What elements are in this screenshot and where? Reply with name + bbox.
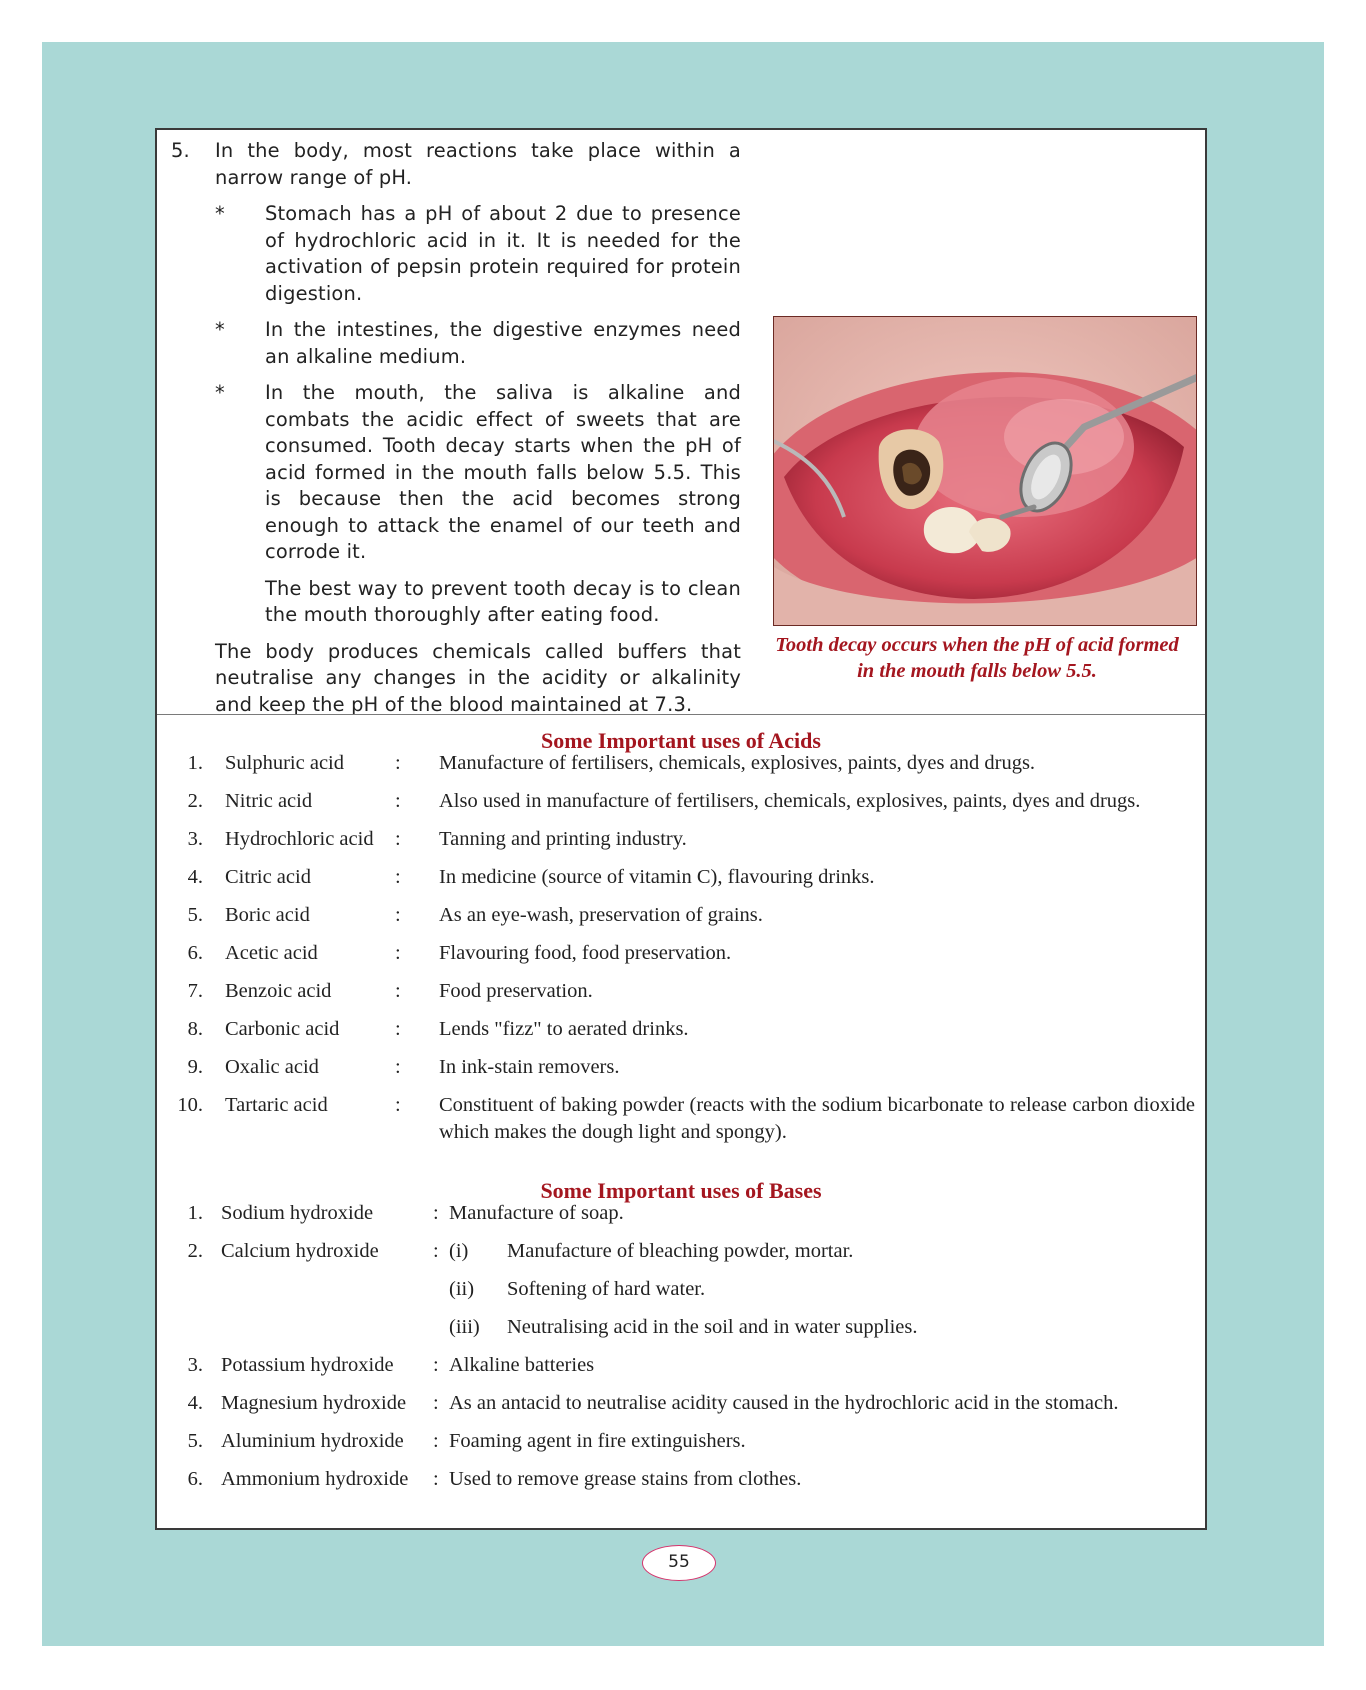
base-use: Alkaline batteries [449, 1354, 595, 1376]
separator: : [433, 1354, 439, 1376]
list-item [157, 1352, 1205, 1390]
bullet-text: In the mouth, the saliva is alkaline and combats the acidic effect of sweets that are consumed. Tooth decay starts when the pH of acid formed in the mouth falls below 5.5. This is because then the acid becomes strong enough to attack the enamel of our teeth and corrode it. [265, 381, 741, 563]
ph-body-section [157, 130, 1205, 716]
item-number: 3. [187, 1354, 203, 1376]
content-box [155, 128, 1207, 1530]
acid-name: Acetic acid [225, 942, 318, 964]
separator: : [395, 828, 401, 850]
separator: : [433, 1468, 439, 1490]
list-item [157, 1238, 1205, 1276]
bullet-text: In the intestines, the digestive enzymes need an alkaline medium. [265, 318, 741, 368]
item-number: 4. [187, 866, 203, 888]
list-item [157, 1054, 1205, 1092]
bullet-mark: * [215, 202, 225, 225]
list-item [157, 940, 1205, 978]
list-item [157, 902, 1205, 940]
list-item [157, 1200, 1205, 1238]
buffers-paragraph: The body produces chemicals called buffers that neutralise any changes in the acidity or alkalinity and keep the pH of the blood maintained at 7.3. [215, 639, 741, 716]
list-item [157, 864, 1205, 902]
item-number: 7. [187, 980, 203, 1002]
acid-use: Food preservation. [439, 980, 593, 1002]
base-use: Manufacture of soap. [449, 1202, 624, 1224]
bullet-mouth [171, 380, 741, 566]
sub-list-item [157, 1276, 1205, 1314]
tooth-decay-photo [773, 316, 1197, 626]
point-text: In the body, most reactions take place within a narrow range of pH. [215, 139, 741, 189]
sub-item-text: Neutralising acid in the soil and in water supplies. [507, 1316, 918, 1338]
acid-use: In ink-stain removers. [439, 1056, 620, 1078]
item-number: 1. [187, 752, 203, 774]
item-number: 9. [187, 1056, 203, 1078]
list-item [157, 1092, 1205, 1156]
bullet-stomach [171, 201, 741, 307]
separator: : [395, 904, 401, 926]
figure-caption [757, 632, 1197, 684]
acid-use: Tanning and printing industry. [439, 828, 687, 850]
acid-name: Sulphuric acid [225, 752, 344, 774]
separator: : [395, 942, 401, 964]
sub-item-text: Manufacture of bleaching powder, mortar. [507, 1240, 854, 1262]
caption-line-2: in the mouth falls below 5.5. [857, 660, 1097, 682]
point-number: 5. [171, 139, 190, 162]
mouth-illustration [774, 317, 1197, 626]
list-item [157, 1390, 1205, 1428]
list-item [157, 1016, 1205, 1054]
separator: : [395, 752, 401, 774]
sub-item-number: (i) [449, 1240, 469, 1262]
item-number: 4. [187, 1392, 203, 1414]
acid-use: As an eye-wash, preservation of grains. [439, 904, 763, 926]
acids-heading: Some Important uses of Acids [541, 728, 821, 753]
item-number: 5. [187, 1430, 203, 1452]
separator: : [395, 1056, 401, 1078]
base-name: Aluminium hydroxide [221, 1430, 404, 1452]
point-5 [171, 138, 741, 191]
acid-name: Hydrochloric acid [225, 828, 374, 850]
item-number: 2. [187, 1240, 203, 1262]
acids-list [157, 750, 1205, 1156]
item-number: 3. [187, 828, 203, 850]
acid-use: Manufacture of fertilisers, chemicals, explosives, paints, dyes and drugs. [439, 752, 1036, 774]
bullet-text: Stomach has a pH of about 2 due to presence of hydrochloric acid in it. It is needed for the activation of pepsin protein required for protein digestion. [265, 202, 741, 305]
acid-use: In medicine (source of vitamin C), flavouring drinks. [439, 866, 875, 888]
item-number: 2. [187, 790, 203, 812]
sub-item-number: (ii) [449, 1278, 475, 1300]
acid-name: Oxalic acid [225, 1056, 319, 1078]
caption-line-1: Tooth decay occurs when the pH of acid formed [775, 634, 1179, 656]
base-name: Ammonium hydroxide [221, 1468, 409, 1490]
base-name: Sodium hydroxide [221, 1202, 374, 1224]
acid-use: Lends "fizz" to aerated drinks. [439, 1018, 689, 1040]
item-number: 8. [187, 1018, 203, 1040]
bullet-intestines [171, 317, 741, 370]
item-number: 10. [177, 1094, 203, 1116]
acid-use: Constituent of baking powder (reacts with the sodium bicarbonate to release carbon dioxide which makes the dough light and spongy). [439, 1094, 1195, 1143]
list-item [157, 750, 1205, 788]
section-divider [157, 714, 1205, 715]
separator: : [433, 1392, 439, 1414]
bullet-mark: * [215, 381, 225, 404]
separator: : [395, 980, 401, 1002]
acid-name: Benzoic acid [225, 980, 332, 1002]
base-use: Used to remove grease stains from clothes. [449, 1468, 802, 1490]
acid-name: Carbonic acid [225, 1018, 340, 1040]
body-text [171, 138, 741, 718]
bases-heading: Some Important uses of Bases [540, 1178, 822, 1203]
sub-item-number: (iii) [449, 1316, 480, 1338]
list-item [157, 788, 1205, 826]
bases-list [157, 1200, 1205, 1504]
bullet-mark: * [215, 318, 225, 341]
separator: : [433, 1202, 439, 1224]
separator: : [395, 866, 401, 888]
separator: : [395, 790, 401, 812]
list-item [157, 1466, 1205, 1504]
separator: : [395, 1018, 401, 1040]
sub-item-text: Softening of hard water. [507, 1278, 706, 1300]
acid-name: Nitric acid [225, 790, 313, 812]
base-name: Magnesium hydroxide [221, 1392, 407, 1414]
separator: : [395, 1094, 401, 1116]
acid-name: Citric acid [225, 866, 311, 888]
item-number: 1. [187, 1202, 203, 1224]
base-name: Calcium hydroxide [221, 1240, 379, 1262]
acid-use: Flavouring food, food preservation. [439, 942, 732, 964]
acid-name: Tartaric acid [225, 1094, 328, 1116]
base-use: Foaming agent in fire extinguishers. [449, 1430, 746, 1452]
base-use: As an antacid to neutralise acidity caused in the hydrochloric acid in the stomach. [449, 1392, 1119, 1414]
list-item [157, 978, 1205, 1016]
list-item [157, 1428, 1205, 1466]
item-number: 5. [187, 904, 203, 926]
page-number: 55 [642, 1545, 716, 1581]
item-number: 6. [187, 942, 203, 964]
base-name: Potassium hydroxide [221, 1354, 394, 1376]
separator: : [433, 1430, 439, 1452]
item-number: 6. [187, 1468, 203, 1490]
acid-name: Boric acid [225, 904, 310, 926]
list-item [157, 826, 1205, 864]
separator: : [433, 1240, 439, 1262]
prevention-paragraph: The best way to prevent tooth decay is to clean the mouth thoroughly after eating food. [265, 576, 741, 626]
sub-list-item [157, 1314, 1205, 1352]
acid-use: Also used in manufacture of fertilisers, chemicals, explosives, paints, dyes and drugs. [439, 790, 1141, 812]
